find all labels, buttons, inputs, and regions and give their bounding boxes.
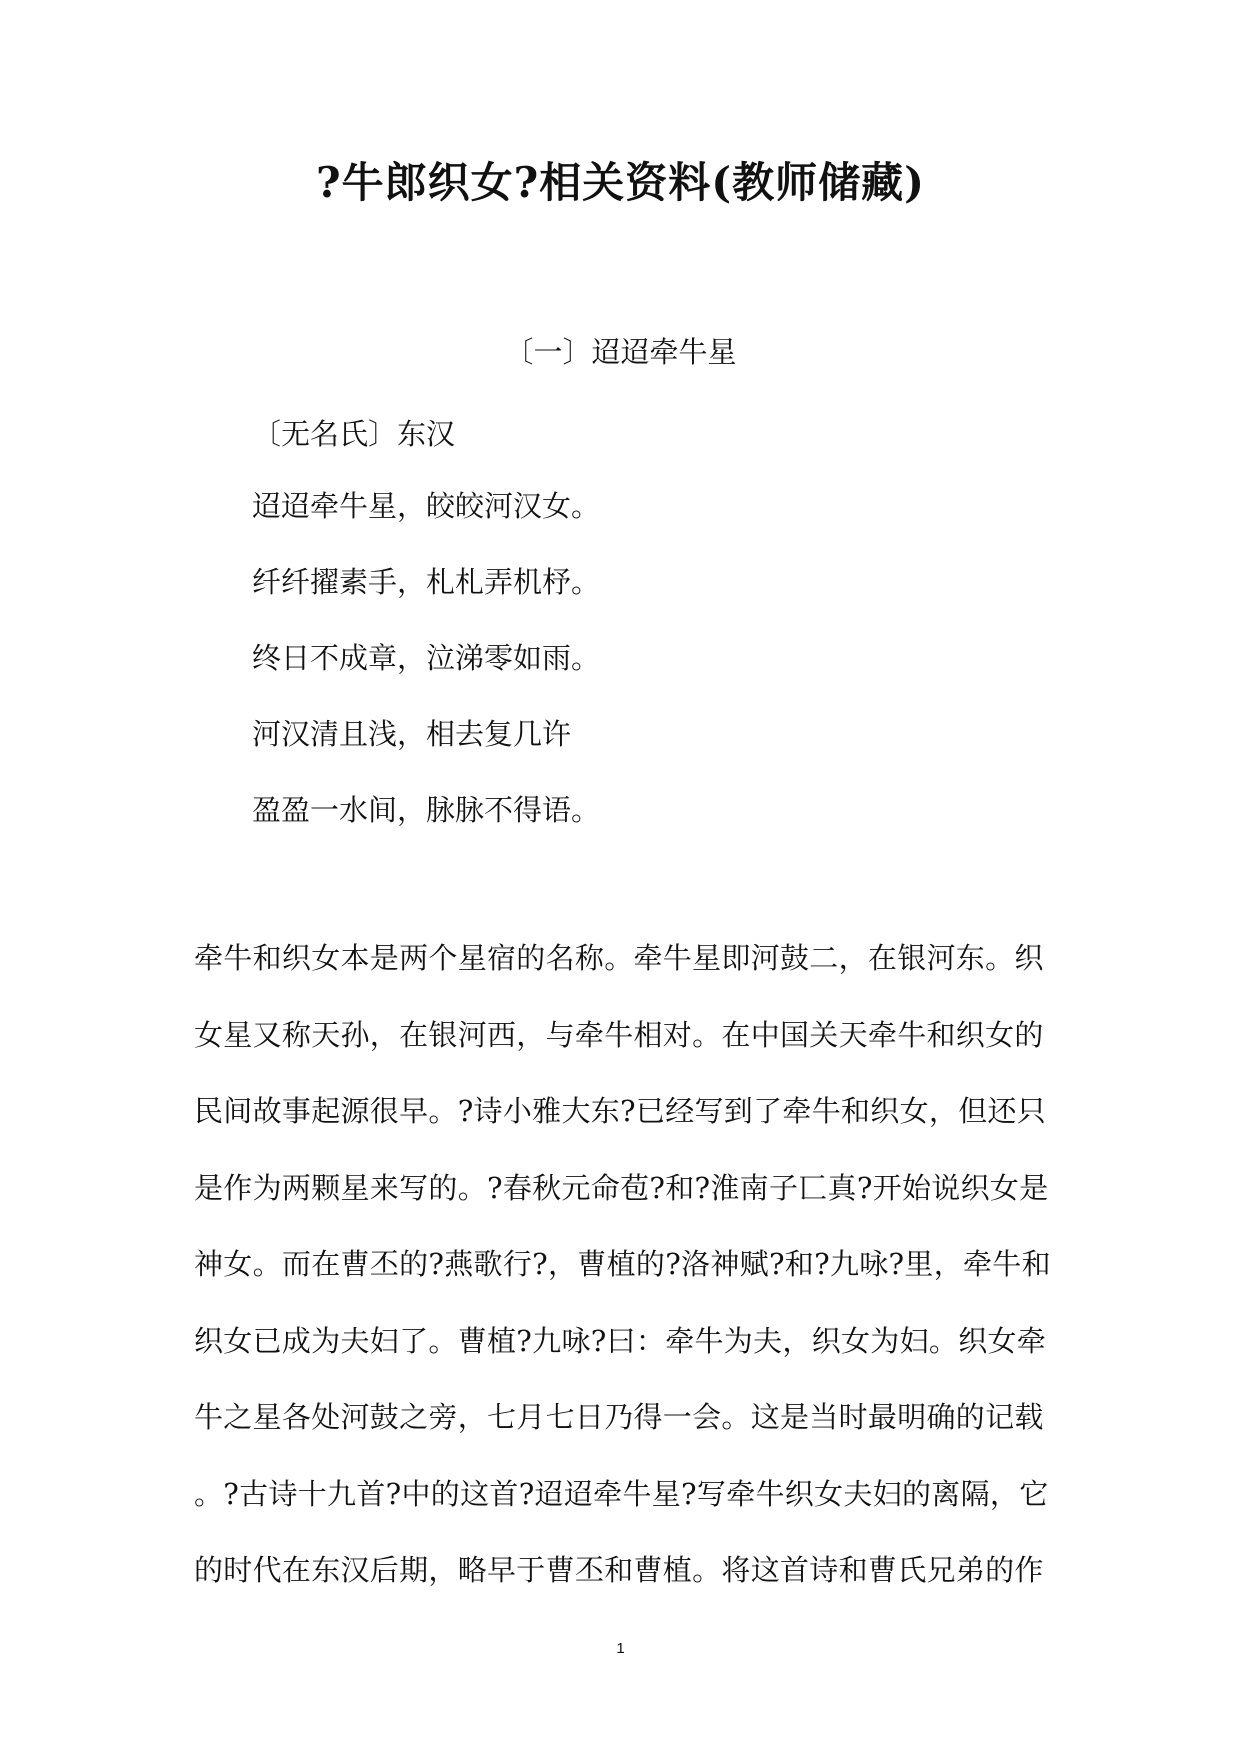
document-title: ?牛郎织女?相关资料(教师储藏)	[316, 158, 925, 207]
poem-lines	[252, 488, 600, 868]
paragraph-line: 。?古诗十九首?中的这首?迢迢牵牛星?写牵牛织女夫妇的离隔，它	[194, 1476, 1049, 1511]
paragraph-line: 织女已成为夫妇了。曹植?九咏?曰：牵牛为夫，织女为妇。织女牵	[194, 1323, 1047, 1358]
paragraph-line: 的时代在东汉后期，略早于曹丕和曹植。将这首诗和曹氏兄弟的作	[194, 1553, 1044, 1587]
paragraph-line: 民间故事起源很早。?诗小雅大东?已经写到了牵牛和织女，但还只	[194, 1094, 1047, 1128]
poem-line: 盈盈一水间，脉脉不得语。	[252, 793, 601, 827]
poem-line: 纤纤擢素手，札札弄机杼。	[252, 565, 601, 599]
poem-line: 河汉清且浅，相去复几许	[252, 717, 572, 751]
poem-line: 终日不成章，泣涕零如雨。	[252, 641, 601, 675]
paragraph-line: 女星又称天孙，在银河西，与牵牛相对。在中国关天牵牛和织女的	[194, 1017, 1044, 1052]
paragraph-line: 神女。而在曹丕的?燕歌行?，曹植的?洛神赋?和?九咏?里，牵牛和	[194, 1247, 1051, 1281]
page-number: 1	[616, 1640, 625, 1657]
body-paragraph	[194, 940, 1051, 1629]
poem-title: 〔一〕迢迢牵牛星	[504, 335, 737, 369]
paragraph-line: 牵牛和织女本是两个星宿的名称。牵牛星即河鼓二，在银河东。织	[194, 941, 1044, 975]
paragraph-line: 牛之星各处河鼓之旁，七月七日乃得一会。这是当时最明确的记载	[194, 1400, 1044, 1434]
paragraph-line: 是作为两颗星来写的。?春秋元命苞?和?淮南子匸真?开始说织女是	[194, 1170, 1049, 1205]
poem-author: 〔无名氏〕东汉	[252, 417, 456, 451]
poem-line: 迢迢牵牛星，皎皎河汉女。	[252, 489, 601, 523]
